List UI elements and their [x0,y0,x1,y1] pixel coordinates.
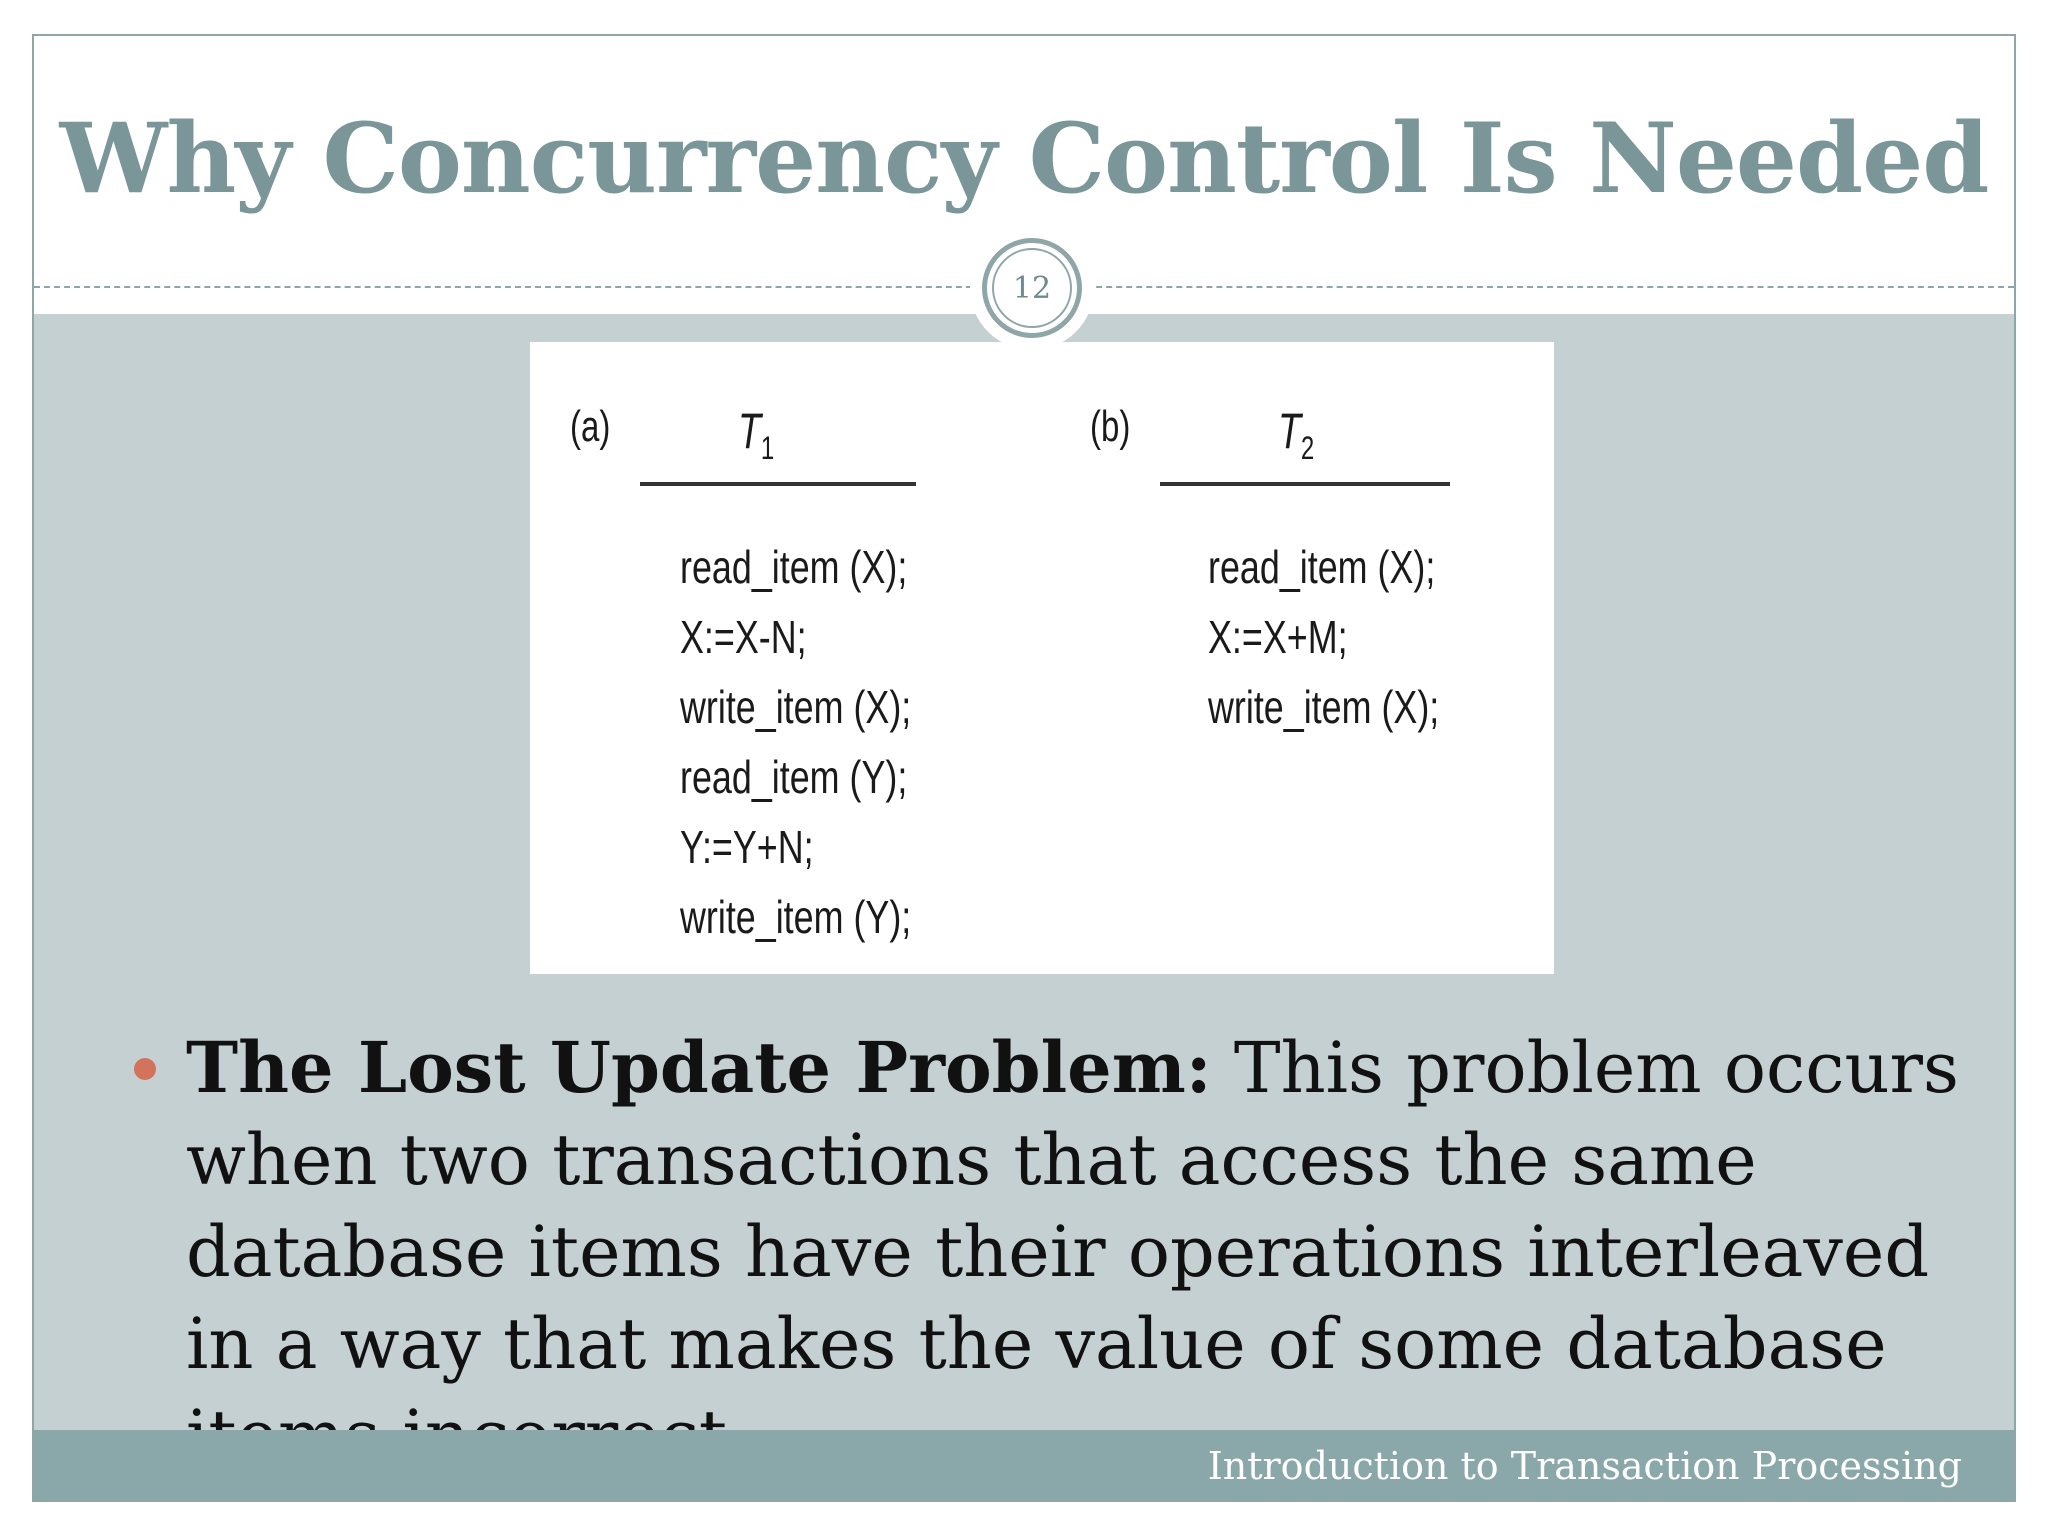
operation-line: read_item (X); [680,541,908,593]
transaction-rule-b [1160,482,1450,486]
bullet-point [126,1022,2006,1482]
operation-line: X:=X-N; [680,611,807,663]
transaction-figure [530,342,1554,974]
page-number-ring [982,238,1082,338]
slide [32,34,2016,1502]
operation-list-a [680,532,911,952]
transaction-name-t1: $T_1$ [738,403,775,466]
transaction-rule-a [640,482,916,486]
operation-line: write_item (X); [1208,681,1440,733]
bullet-dot-icon [134,1058,156,1080]
slide-title: Why Concurrency Control Is Needed [59,102,1989,215]
page-number: 12 [992,248,1072,328]
bullet-text [186,1022,2016,1482]
operation-line: read_item (X); [1208,541,1436,593]
operation-line: X:=X+M; [1208,611,1348,663]
operation-line: write_item (Y); [680,891,912,943]
transaction-name-t2: $T_2$ [1278,403,1315,466]
operation-line: Y:=Y+N; [680,821,814,873]
footer-bar [34,1430,2014,1502]
footer-text: Introduction to Transaction Processing [1207,1444,1962,1488]
page-number-badge [970,226,1094,350]
operation-list-b [1208,532,1439,742]
bullet-description: This problem occurs when two transactions that access the same database items have their operations interleaved in a way that makes the value of some database [186,1027,1959,1385]
operation-line: read_item (Y); [680,751,908,803]
bullet-term: The Lost Update Problem: [186,1026,1212,1109]
operation-line: write_item (X); [680,681,912,733]
figure-label-b: (b) [1090,402,1131,451]
figure-label-a: (a) [570,402,611,451]
